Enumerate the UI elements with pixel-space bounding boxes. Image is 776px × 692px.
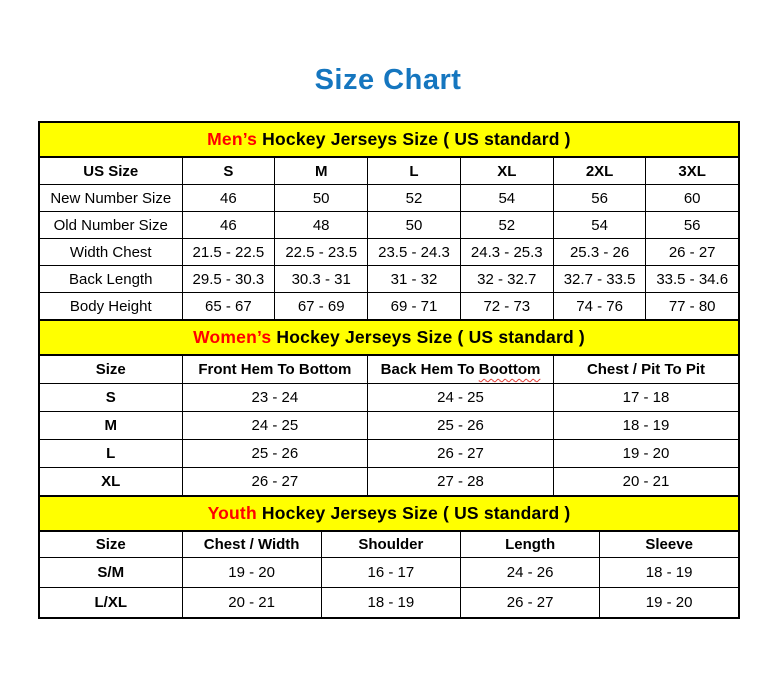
table-row (39, 185, 739, 212)
column-header: Size (39, 531, 182, 558)
table-cell: 52 (368, 185, 461, 212)
banner-text: Hockey Jerseys Size ( US standard ) (256, 503, 571, 523)
column-header: Front Hem To Bottom (182, 355, 368, 384)
table-cell: 23.5 - 24.3 (368, 239, 461, 266)
table-row (39, 440, 739, 468)
table-cell: 56 (646, 212, 739, 239)
table-cell: 16 - 17 (321, 558, 460, 588)
table-row (39, 239, 739, 266)
table-row (39, 558, 739, 588)
table-cell: 26 - 27 (461, 588, 600, 619)
row-label: New Number Size (39, 185, 182, 212)
table-cell: 24 - 26 (461, 558, 600, 588)
column-header: US Size (39, 157, 182, 185)
column-header: L (368, 157, 461, 185)
table-cell: 25 - 26 (368, 412, 554, 440)
youth-size-table (38, 495, 740, 619)
table-cell: 18 - 19 (600, 558, 739, 588)
table-cell: 50 (275, 185, 368, 212)
table-cell: 20 - 21 (182, 588, 321, 619)
table-cell: 65 - 67 (182, 293, 275, 321)
table-cell: 24.3 - 25.3 (460, 239, 553, 266)
column-header-text: Back Hem To (380, 361, 479, 378)
table-row (39, 412, 739, 440)
table-cell: 67 - 69 (275, 293, 368, 321)
table-row (39, 212, 739, 239)
youth-banner-row (39, 496, 739, 531)
table-cell: 56 (553, 185, 646, 212)
table-cell: 72 - 73 (460, 293, 553, 321)
table-cell: 46 (182, 212, 275, 239)
table-cell: 26 - 27 (368, 440, 554, 468)
column-header: Chest / Width (182, 531, 321, 558)
table-row (39, 266, 739, 293)
banner-highlight: Men’s (207, 129, 258, 149)
mens-banner-row (39, 122, 739, 157)
column-header: Shoulder (321, 531, 460, 558)
column-header: M (275, 157, 368, 185)
table-cell: 77 - 80 (646, 293, 739, 321)
table-cell: 54 (460, 185, 553, 212)
table-cell: 54 (553, 212, 646, 239)
banner-text: Hockey Jerseys Size ( US standard ) (271, 327, 585, 347)
table-cell: 27 - 28 (368, 468, 554, 497)
misspelled-word: Boottom (478, 361, 541, 378)
column-header: S (182, 157, 275, 185)
banner-highlight: Youth (207, 503, 257, 523)
row-label: S (39, 384, 182, 412)
table-cell: 26 - 27 (182, 468, 368, 497)
banner-highlight: Women’s (193, 327, 272, 347)
column-header (368, 355, 554, 384)
table-cell: 19 - 20 (600, 588, 739, 619)
table-cell: 19 - 20 (553, 440, 739, 468)
table-cell: 19 - 20 (182, 558, 321, 588)
table-row (39, 588, 739, 619)
row-label: L (39, 440, 182, 468)
row-label: Width Chest (39, 239, 182, 266)
table-cell: 33.5 - 34.6 (646, 266, 739, 293)
column-header: Length (461, 531, 600, 558)
table-cell: 21.5 - 22.5 (182, 239, 275, 266)
table-cell: 24 - 25 (182, 412, 368, 440)
column-header: Chest / Pit To Pit (553, 355, 739, 384)
table-cell: 25 - 26 (182, 440, 368, 468)
table-cell: 17 - 18 (553, 384, 739, 412)
row-label: L/XL (39, 588, 182, 619)
table-cell: 69 - 71 (368, 293, 461, 321)
column-header: Size (39, 355, 182, 384)
mens-size-table (38, 121, 740, 321)
size-chart (38, 121, 738, 619)
row-label: XL (39, 468, 182, 497)
row-label: M (39, 412, 182, 440)
womens-banner (39, 320, 739, 355)
table-cell: 46 (182, 185, 275, 212)
youth-banner (39, 496, 739, 531)
column-header: Sleeve (600, 531, 739, 558)
table-row (39, 468, 739, 497)
table-cell: 74 - 76 (553, 293, 646, 321)
row-label: Body Height (39, 293, 182, 321)
table-cell: 24 - 25 (368, 384, 554, 412)
table-cell: 60 (646, 185, 739, 212)
table-row (39, 293, 739, 321)
womens-header-row (39, 355, 739, 384)
table-cell: 22.5 - 23.5 (275, 239, 368, 266)
table-cell: 26 - 27 (646, 239, 739, 266)
column-header: 3XL (646, 157, 739, 185)
column-header: 2XL (553, 157, 646, 185)
row-label: S/M (39, 558, 182, 588)
table-cell: 48 (275, 212, 368, 239)
table-cell: 18 - 19 (321, 588, 460, 619)
banner-text: Hockey Jerseys Size ( US standard ) (257, 129, 571, 149)
page-title: Size Chart (314, 64, 462, 96)
row-label: Back Length (39, 266, 182, 293)
youth-header-row (39, 531, 739, 558)
table-cell: 32.7 - 33.5 (553, 266, 646, 293)
table-cell: 18 - 19 (553, 412, 739, 440)
womens-banner-row (39, 320, 739, 355)
table-cell: 20 - 21 (553, 468, 739, 497)
table-cell: 30.3 - 31 (275, 266, 368, 293)
mens-header-row (39, 157, 739, 185)
mens-banner (39, 122, 739, 157)
table-cell: 50 (368, 212, 461, 239)
table-row (39, 384, 739, 412)
table-cell: 25.3 - 26 (553, 239, 646, 266)
column-header: XL (460, 157, 553, 185)
table-cell: 23 - 24 (182, 384, 368, 412)
row-label: Old Number Size (39, 212, 182, 239)
table-cell: 52 (460, 212, 553, 239)
womens-size-table (38, 319, 740, 497)
table-cell: 31 - 32 (368, 266, 461, 293)
table-cell: 32 - 32.7 (460, 266, 553, 293)
table-cell: 29.5 - 30.3 (182, 266, 275, 293)
